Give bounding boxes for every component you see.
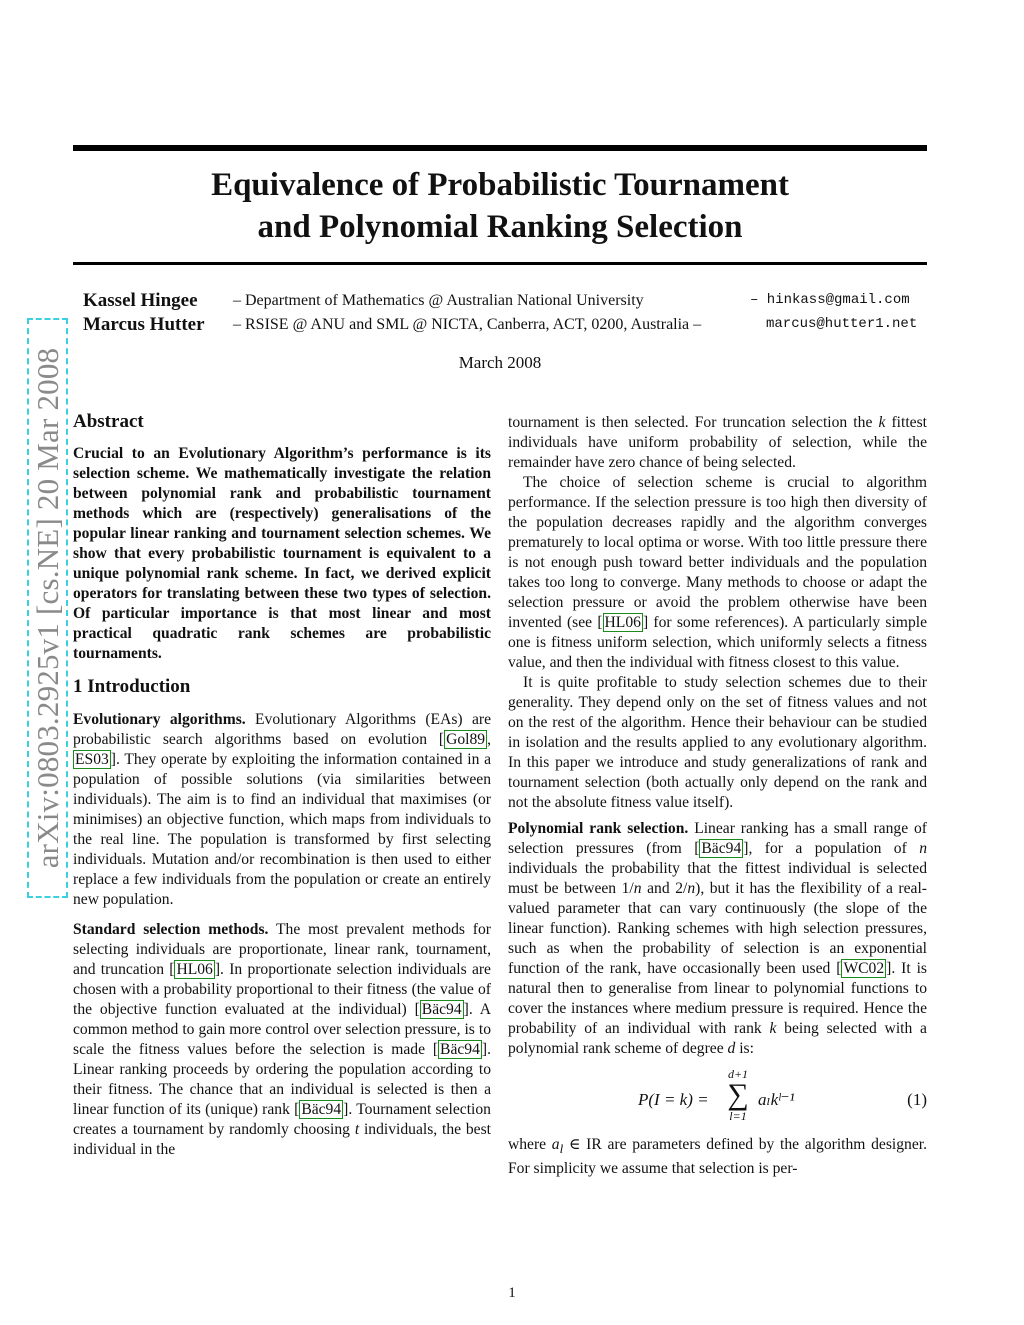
text-span: and 2/: [641, 880, 688, 897]
math-k: k: [769, 1020, 777, 1037]
summation: [723, 1068, 753, 1122]
paragraph-parameters: [508, 1135, 927, 1179]
equation-lhs: P(I = k) =: [638, 1090, 709, 1109]
equation-rhs: aₗkˡ⁻¹: [758, 1090, 795, 1109]
math-t: t: [354, 1121, 360, 1138]
section-heading-introduction: 1 Introduction: [73, 676, 191, 697]
author-name: Marcus Hutter: [83, 314, 205, 335]
citation-wc02[interactable]: WC02: [843, 960, 885, 977]
text-span: ), but it has the flexibility of a real-valued parameter that can vary continuously (the slope of the linear function). Ranking schemes with high selection pressures, such as when the probability of selection is an exponential function of the rank, have occasionally been used: [508, 880, 927, 977]
left-column: [73, 410, 491, 1160]
citation-es03[interactable]: ES03: [75, 751, 109, 768]
citation-gol89[interactable]: Gol89: [446, 731, 486, 748]
text-span: . Linear ranking proceeds by ordering the population according to their fitness. The chance that an individual is selected is then a linear function of its (unique) rank: [73, 1041, 491, 1118]
sum-symbol: ∑: [727, 1078, 749, 1111]
text-span: , for a population of: [748, 840, 920, 857]
title-rule-bottom: [73, 262, 927, 265]
text-span: fittest individuals have uniform probability of selection, while the remainder have zero chance of being selected.: [508, 414, 927, 471]
sum-lower-limit: l=1: [729, 1109, 747, 1123]
paragraph-heading: Evolutionary algorithms.: [73, 711, 246, 728]
citation-hl06[interactable]: HL06: [176, 961, 213, 978]
paragraph-polynomial-rank: Polynomial rank selection. Linear ranking has a small range of selection pressures (from [ Bäc94 ], for a population of n individuals the probability that the fittest individual is selected must be between 1/n and 2/n), but it has the flexibility of a real-valued parameter that can vary continuously (the slope of the linear function). Ranking schemes with high selection pressures, such as when the probability of selection is an exponential function of the rank, have occasionally been used [ WC02 ]. It is natural then to generalise from linear to polynomial functions to cover the instances where medium pressure is required. Hence the probability of an individual with rank k being selected with a polynomial rank scheme of degree d is:: [508, 820, 928, 1057]
paragraph-generality: It is quite profitable to study selection schemes due to their generality. They depend only on the set of fitness values and not on the rest of the algorithm. Hence their behaviour can be studied in isolation and the results applied to any evolutionary algorithm. In this paper we introduce and study generalizations of rank and tournament selection (both actually only depend on the rank and not the absolute fitness value itself).: [508, 674, 927, 811]
title-rule-top: [73, 145, 927, 151]
author-email[interactable]: – hinkass@gmail.com: [750, 292, 910, 308]
math-a: a: [551, 1136, 560, 1153]
paragraph-truncation: [508, 413, 927, 473]
text-span: individuals the probability that the fittest individual is selected must be between 1/: [508, 860, 927, 897]
text-span: Linear ranking has a small range of selection pressures (from: [508, 820, 927, 857]
sum-upper-limit: d+1: [727, 1067, 749, 1081]
abstract-text: Crucial to an Evolutionary Algorithm’s performance is its selection scheme. We mathematically investigate the relation between polynomial rank and probabilistic tournament methods which are (respectively) generalisations of the popular linear ranking and tournament selection schemes. We show that every probabilistic tournament is equivalent to a unique polynomial rank scheme. In fact, we derived explicit operators for translating between these two types of selection. Of particular importance is that most linear and most practical quadratic rank schemes are probabilistic tournaments.: [73, 445, 491, 662]
math-k: k: [878, 414, 886, 431]
text-span: individuals, the best individual in the: [73, 1121, 491, 1158]
paragraph-evolutionary-algorithms: Evolutionary algorithms. Evolutionary Algorithms (EAs) are probabilistic search algorithms based on evolution [ Gol89 , ES03 ]. They operate by exploiting the information contained in a population of possible solutions (via similarities between individuals). The aim is to find an individual that maximises (or minimises) an objective function, which maps from individuals to the real line. The population is transformed by first selecting individuals. Mutation and/or recombination is then used to either replace a few individuals from the population or create an entirely new population.: [73, 711, 491, 908]
page-number: 1: [508, 1285, 516, 1301]
text-span: . Tournament selection creates a tournament by randomly choosing: [73, 1101, 491, 1138]
text-span: . They operate by exploiting the information contained in a population of possible solutions (via similarities between individuals). The aim is to find an individual that maximises (or minimises) an objective function, which maps from individuals to the real line. The population is transformed by first selecting individuals. Mutation and/or recombination is then used to either replace a few individuals from the population or create an entirely new population.: [73, 751, 491, 908]
paper-title: [73, 164, 927, 248]
math-d: d: [727, 1040, 736, 1057]
text-span: being selected with a polynomial rank scheme of degree: [508, 1020, 927, 1057]
text-span: . In proportionate selection individuals are chosen with a probability proportional to their fitness (the value of the objective function evaluated at the individual): [73, 961, 491, 1018]
abstract-heading: Abstract: [73, 411, 144, 432]
text-span: The choice of selection scheme is crucial to algorithm performance. If the selection pressure is too high then diversity of the population decreases rapidly and the algorithm converges prematurely to local optima or worse. With too little pressure there is not enough push toward better individuals and the population takes too long to converge. Many methods to choose or adapt the selection pressure or avoid the problem otherwise have been invented (see: [508, 474, 927, 631]
author-1: [83, 291, 928, 315]
equation-number: (1): [907, 1090, 927, 1109]
author-name: Kassel Hingee: [83, 290, 198, 311]
math-n: n: [687, 880, 696, 897]
math-subscript-l: l: [559, 1141, 564, 1157]
text-span: ∈ IR are parameters defined by the algorithm designer. For simplicity we assume that selection is per-: [508, 1136, 927, 1178]
citation-bac94[interactable]: Bäc94: [701, 840, 742, 857]
paragraph-heading: Polynomial rank selection.: [508, 820, 689, 837]
citation-bac94[interactable]: Bäc94: [440, 1041, 480, 1058]
paragraph-heading: Standard selection methods.: [73, 921, 269, 938]
citation-bac94[interactable]: Bäc94: [421, 1001, 462, 1018]
text-span: tournament is then selected. For truncation selection the: [508, 414, 879, 431]
equation-1: [508, 1068, 927, 1130]
arxiv-stamp[interactable]: [27, 318, 68, 898]
text-span: where: [508, 1136, 552, 1153]
text-span: . It is natural then to generalise from linear to polynomial functions to cover the instances where medium pressure is required. Hence the probability of an individual with rank: [508, 960, 927, 1037]
citation-bac94[interactable]: Bäc94: [301, 1101, 342, 1118]
text-span: . A common method to gain more control over selection pressure, is to scale the fitness values before the selection is made: [73, 1001, 491, 1058]
author-2: [83, 315, 928, 339]
author-affiliation: – RSISE @ ANU and SML @ NICTA, Canberra, ACT, 0200, Australia –: [233, 316, 702, 333]
paragraph-selection-pressure: The choice of selection scheme is crucial to algorithm performance. If the selection pressure is too high then diversity of the population decreases rapidly and the algorithm converges prematurely to local optima or worse. With too little pressure there is not enough push toward better individuals and the population takes too long to converge. Many methods to choose or adapt the selection pressure or avoid the problem otherwise have been invented (see [ HL06 ] for some references). A particularly simple one is fitness uniform selection, which uniformly selects a fitness value, and then the individual with fitness closest to this value.: [508, 474, 927, 671]
paper-date: March 2008: [458, 353, 542, 372]
paragraph-standard-selection: Standard selection methods. The most prevalent methods for selecting individuals are proportionate, linear rank, tournament, and truncation [ HL06 ]. In proportionate selection individuals are chosen with a probability proportional to their fitness (the value of the objective function evaluated at the individual) [ Bäc94 ]. A common method to gain more control over selection pressure, is to scale the fitness values before the selection is made [ Bäc94 ]. Linear ranking proceeds by ordering the population according to their fitness. The chance that an individual is selected is then a linear function of its (unique) rank [ Bäc94 ]. Tournament selection creates a tournament by randomly choosing t individuals, the best individual in the: [73, 921, 491, 1158]
text-span: The most prevalent methods for selecting individuals are proportionate, linear rank, tournament, and truncation: [73, 921, 491, 978]
arxiv-stamp-text: arXiv:0803.2925v1 [cs.NE] 20 Mar 2008: [29, 347, 65, 869]
text-span: for some references). A particularly simple one is fitness uniform selection, which uniformly selects a fitness value, and then the individual with fitness closest to this value.: [508, 614, 927, 671]
math-n: n: [919, 840, 928, 857]
title-line-1: Equivalence of Probabilistic Tournament: [211, 167, 789, 203]
math-n: n: [633, 880, 642, 897]
text-span: Evolutionary Algorithms (EAs) are probabilistic search algorithms based on evolution: [73, 711, 491, 748]
author-email[interactable]: marcus@hutter1.net: [766, 316, 918, 332]
text-span: is:: [735, 1040, 754, 1057]
title-line-2: and Polynomial Ranking Selection: [257, 209, 743, 245]
author-affiliation: – Department of Mathematics @ Australian National University: [233, 292, 644, 309]
right-column: [508, 413, 927, 1179]
citation-hl06[interactable]: HL06: [604, 614, 641, 631]
